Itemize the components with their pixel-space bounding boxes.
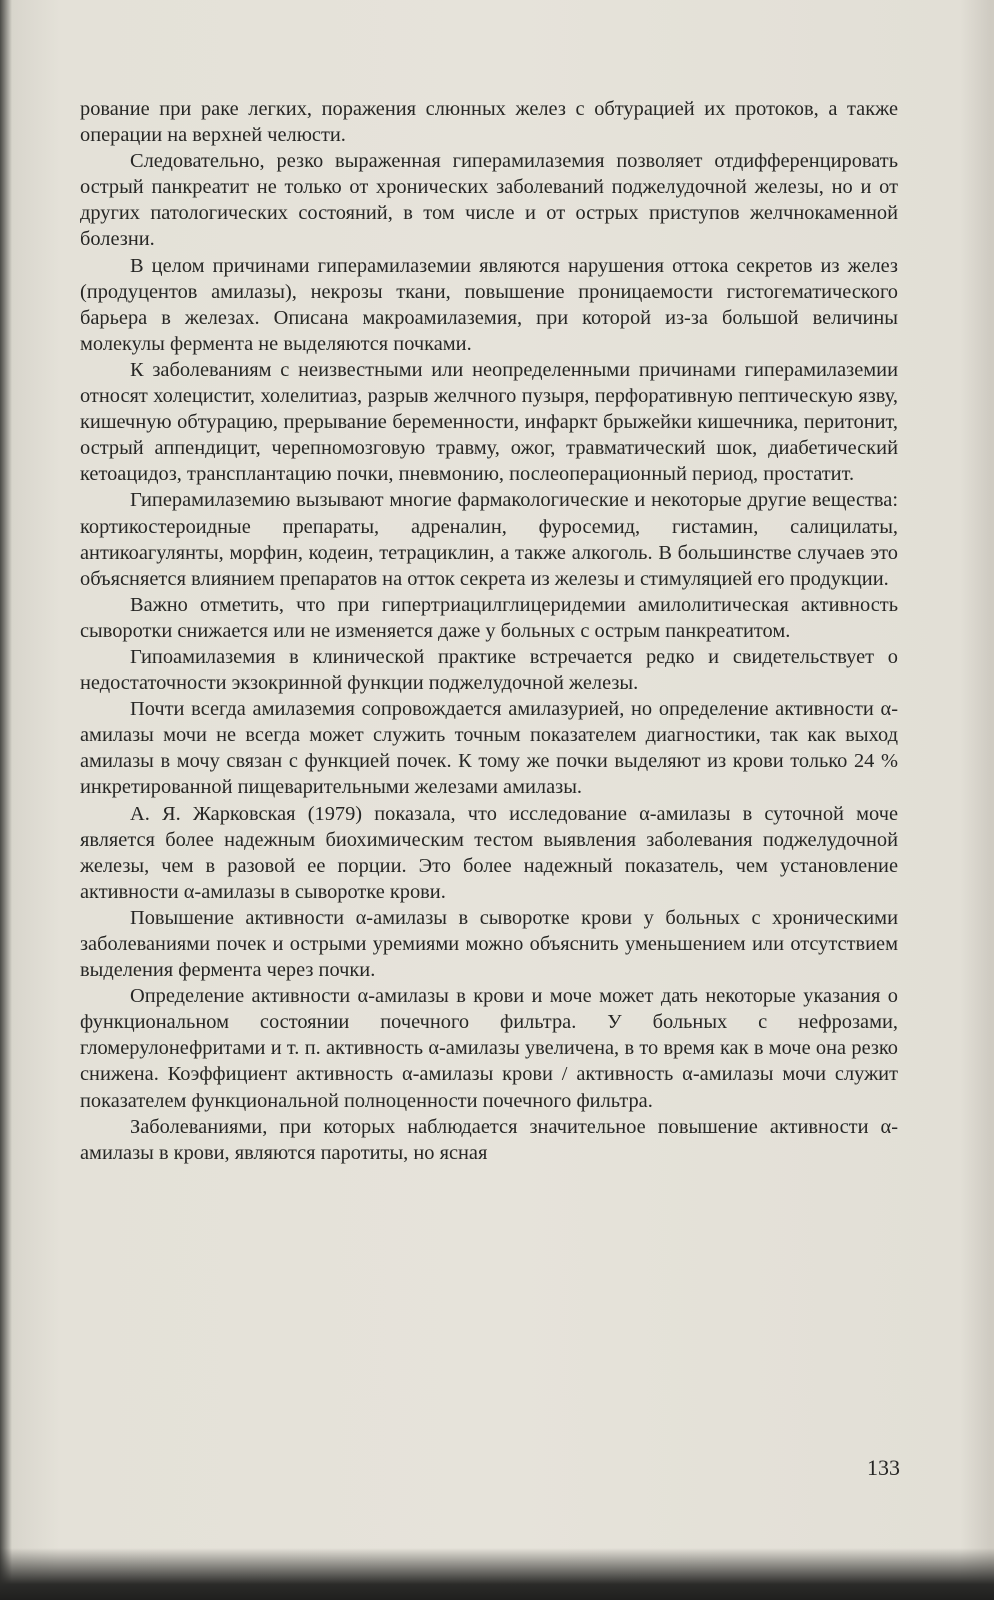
paragraph: Важно отметить, что при гипертриацилглицеридемии амилолитическая активность сыворотки снижается или не изменяется даже у больных с острым панкреатитом. (80, 593, 898, 642)
paragraph: Определение активности α-амилазы в крови и моче может дать некоторые указания о функциональном состоянии почечного фильтра. У больных с нефрозами, гломерулонефритами и т. п. активность α-амилазы увеличена, в то время как в моче она резко снижена. Коэффициент активность α-амилазы крови / активность α-амилазы мочи служит показателем функциональной полноценности почечного фильтра. (80, 985, 898, 1112)
paragraph: Следовательно, резко выраженная гиперамилаземия позволяет отдифференцировать острый панкреатит не только от хронических заболеваний поджелудочной железы, но и от других патологических состояний, в том числе и от острых приступов желчнокаменной болезни. (80, 150, 898, 251)
paragraph: К заболеваниям с неизвестными или неопределенными причинами гиперамилаземии относят холецистит, холелитиаз, разрыв желчного пузыря, перфоративную пептическую язву, кишечную обтурацию, прерывание беременности, инфаркт брыжейки кишечника, перитонит, острый аппендицит, черепномозговую травму, ожог, травматический шок, диабетический кетоацидоз, трансплантацию почки, пневмонию, послеоперационный период, простатит. (80, 358, 898, 486)
paragraph: Почти всегда амилаземия сопровождается амилазурией, но определение активности α-амилазы мочи не всегда может служить точным показателем диагностики, так как выход амилазы в мочу связан с функцией почек. К тому же почки выделяют из крови только 24 % инкретированной пищеварительными железами амилазы. (80, 698, 898, 799)
paragraph: Заболеваниями, при которых наблюдается значительное повышение активности α-амилазы в крови, являются паротиты, но ясная (80, 1115, 898, 1164)
page-number: 133 (867, 1455, 900, 1480)
paragraph: Гиперамилаземию вызывают многие фармакологические и некоторые другие вещества: кортикостероидные препараты, адреналин, фуросемид, гистамин, салицилаты, антикоагулянты, морфин, кодеин, тетрациклин, а также алкоголь. В большинстве случаев это объясняется влиянием препаратов на отток секрета из железы и стимуляцией его продукции. (80, 489, 898, 590)
paragraph: Гипоамилаземия в клинической практике встречается редко и свидетельствует о недостаточности экзокринной функции поджелудочной железы. (80, 645, 898, 695)
body-text (80, 96, 898, 1166)
paragraph: Повышение активности α-амилазы в сыворотке крови у больных с хроническими заболеваниями почек и острыми уремиями можно объяснить уменьшением или отсутствием выделения фермента через почки. (80, 906, 898, 982)
paragraph: А. Я. Жарковская (1979) показала, что исследование α-амилазы в суточной моче является более надежным биохимическим тестом выявления заболевания поджелудочной железы, чем в разовой ее порции. Это более надежный показатель, чем установление активности α-амилазы в сыворотке крови. (80, 802, 898, 903)
page-edge-shadow (0, 1548, 994, 1600)
paragraph: рование при раке легких, поражения слюнных желез с обтурацией их протоков, а также операции на верхней челюсти. (80, 98, 898, 147)
paragraph: В целом причинами гиперамилаземии являются нарушения оттока секретов из желез (продуцентов амилазы), некрозы ткани, повышение проницаемости гистогематического барьера в железах. Описана макроамилаземия, при которой из-за большой величины молекулы фермента не выделяются почками. (80, 254, 898, 355)
